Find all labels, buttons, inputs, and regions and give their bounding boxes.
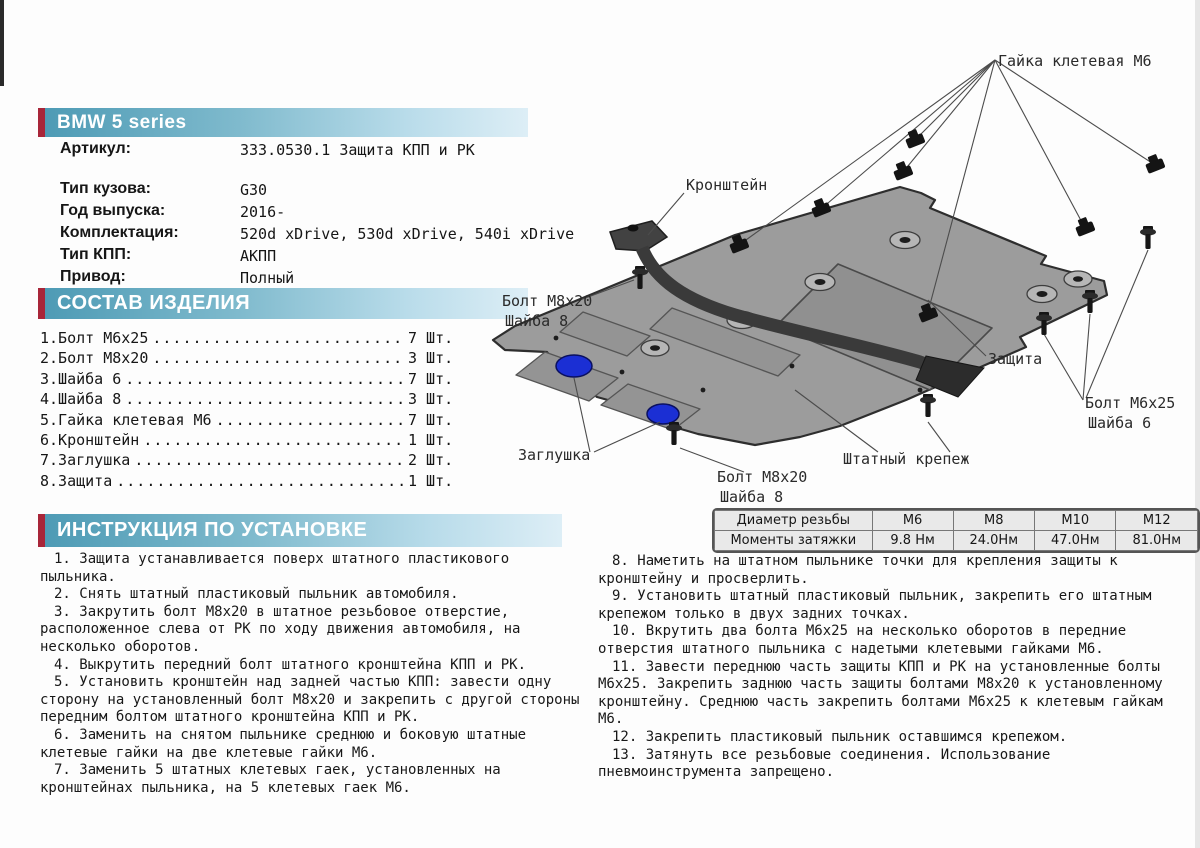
- part-name: 4.Шайба 8: [40, 390, 122, 409]
- table-cell: М6: [872, 511, 953, 531]
- band-red-bar: [38, 108, 45, 137]
- part-name: 7.Заглушка: [40, 451, 131, 470]
- instruction-step: 4. Выкрутить передний болт штатного кронштейна КПП и РК.: [54, 656, 527, 673]
- part-qty: 3 Шт.: [408, 390, 454, 409]
- instruction-step: 13. Затянуть все резьбовые соединения. Использование пневмоинструмента запрещено.: [598, 746, 1051, 781]
- dot-leader: [125, 390, 404, 408]
- table-cell: 81.0Нм: [1116, 531, 1198, 551]
- instruction-step: 12. Закрепить пластиковый пыльник оставшимся крепежом.: [612, 728, 1068, 745]
- instruction-step: 2. Снять штатный пластиковый пыльник автомобиля.: [54, 586, 459, 603]
- table-cell: 9.8 Нм: [872, 531, 953, 551]
- field-value: 2016-: [240, 203, 286, 221]
- scan-edge-artifact: [0, 0, 4, 86]
- label-stock-fastener: Штатный крепеж: [843, 450, 970, 468]
- instructions-left-column: [40, 551, 588, 797]
- field-body-type: [60, 180, 267, 199]
- label-plug: Заглушка: [518, 446, 591, 464]
- instructions-header-band: [38, 514, 562, 547]
- instruction-step: 9. Установить штатный пластиковый пыльник, закрепить его штатным крепежом только в двух задних точках.: [598, 588, 1152, 622]
- parts-list-item: [40, 390, 464, 410]
- bracket-bolt-icon: [628, 225, 639, 232]
- field-value: 520d xDrive, 530d xDrive, 540i xDrive: [240, 225, 575, 243]
- parts-list-item: [40, 370, 464, 390]
- instruction-step: 11. Завести переднюю часть защиты КПП и РК на установленные болты М6х25. Закрепить заднюю часть защиты болтами М8х20 к установленному кронштейну. Среднюю часть закрепить болтами М6х25 к клетевым гайкам М6.: [598, 658, 1163, 728]
- field-label: Тип КПП:: [60, 246, 132, 263]
- parts-list-item: [40, 451, 464, 471]
- parts-list-item: [40, 411, 464, 431]
- dot-leader: [125, 370, 404, 388]
- field-label: Артикул:: [60, 140, 131, 157]
- instructions-right-column: [598, 553, 1170, 782]
- brand-header-band: [38, 108, 528, 137]
- table-header-cell: Диаметр резьбы: [715, 511, 873, 531]
- instruction-step: 8. Наметить на штатном пыльнике точки для крепления защиты к кронштейну и просверлить.: [598, 553, 1118, 587]
- dot-leader: [134, 451, 404, 469]
- composition-title: СОСТАВ ИЗДЕЛИЯ: [45, 288, 528, 319]
- instruction-step: 3. Закрутить болт М8х20 в штатное резьбовое отверстие, расположенное слева от РК по ходу движения автомобиля, на несколько оборотов.: [40, 603, 521, 655]
- part-qty: 3 Шт.: [408, 349, 454, 368]
- table-row: [715, 511, 1198, 531]
- field-value: G30: [240, 181, 268, 199]
- parts-list-item: [40, 472, 464, 492]
- skid-plate-diagram: [488, 25, 1200, 507]
- dot-leader: [143, 431, 404, 449]
- band-red-bar: [38, 514, 45, 547]
- dot-leader: [152, 329, 404, 347]
- dot-leader: [216, 411, 404, 429]
- part-qty: 1 Шт.: [408, 430, 454, 449]
- parts-list: [40, 329, 464, 492]
- part-name: 5.Гайка клетевая М6: [40, 410, 212, 429]
- table-cell: М10: [1035, 511, 1116, 531]
- label-bolt-m6: Болт М6х25: [1085, 394, 1176, 412]
- part-name: 6.Кронштейн: [40, 430, 140, 449]
- parts-list-item: [40, 431, 464, 451]
- part-qty: 2 Шт.: [408, 451, 454, 470]
- field-label: Комплектация:: [60, 224, 179, 241]
- parts-list-item: [40, 329, 464, 349]
- field-year: [60, 202, 285, 221]
- instructions-title: ИНСТРУКЦИЯ ПО УСТАНОВКЕ: [45, 514, 562, 547]
- part-name: 8.Защита: [40, 471, 113, 490]
- part-qty: 1 Шт.: [408, 471, 454, 490]
- label-bolt-m8-bottom: Болт М8х20: [717, 468, 808, 486]
- instruction-step: 6. Заменить на снятом пыльнике среднюю и боковую штатные клетевые гайки на две клетевые гайки М6.: [40, 726, 527, 761]
- field-drive: [60, 268, 294, 287]
- table-cell: 24.0Нм: [953, 531, 1034, 551]
- field-artikul: [60, 140, 475, 159]
- field-label: Тип кузова:: [60, 180, 151, 197]
- label-cage-nut: Гайка клетевая М6: [998, 52, 1152, 70]
- label-bracket: Кронштейн: [686, 176, 768, 194]
- parts-list-item: [40, 349, 464, 369]
- field-label: Год выпуска:: [60, 202, 166, 219]
- part-qty: 7 Шт.: [408, 410, 454, 429]
- part-name: 1.Болт М6х25: [40, 329, 149, 347]
- label-washer8-bottom: Шайба 8: [720, 488, 784, 506]
- label-bolt-m8-left: Болт М8х20: [502, 292, 593, 310]
- field-label: Привод:: [60, 268, 126, 285]
- part-qty: 7 Шт.: [408, 369, 454, 388]
- dot-leader: [152, 349, 404, 367]
- table-header-cell: Моменты затяжки: [715, 531, 873, 551]
- table-cell: М8: [953, 511, 1034, 531]
- table-cell: 47.0Нм: [1035, 531, 1116, 551]
- instruction-step: 1. Защита устанавливается поверх штатного пластикового пыльника.: [40, 551, 510, 585]
- part-name: 2.Болт М8х20: [40, 349, 149, 368]
- table-row: [715, 531, 1198, 551]
- band-red-bar: [38, 288, 45, 319]
- field-value: 333.0530.1 Защита КПП и РК: [240, 141, 475, 159]
- brand-title: BMW 5 series: [45, 108, 528, 137]
- field-value: АКПП: [240, 247, 277, 265]
- guard-plate: [493, 187, 1107, 445]
- torque-table: [712, 508, 1200, 553]
- label-washer8-left: Шайба 8: [505, 312, 569, 330]
- field-gearbox: [60, 246, 276, 265]
- composition-header-band: [38, 288, 528, 319]
- part-qty: 7 Шт.: [408, 329, 454, 347]
- label-guard: Защита: [988, 350, 1043, 368]
- plug-right: [647, 404, 679, 424]
- plug-left: [556, 355, 592, 377]
- field-value: Полный: [240, 269, 295, 287]
- instruction-step: 5. Установить кронштейн над задней частью КПП: завести одну сторону на установленный болт М8х20 и закрепить с другой стороны передним болтом штатного кронштейна КПП и РК.: [40, 674, 580, 726]
- instruction-step: 10. Вкрутить два болта М6х25 на несколько оборотов в передние отверстия штатного пыльника с надетыми клетевыми гайками М6.: [598, 623, 1127, 657]
- part-name: 3.Шайба 6: [40, 369, 122, 388]
- label-washer6: Шайба 6: [1088, 414, 1152, 432]
- instruction-step: 7. Заменить 5 штатных клетевых гаек, установленных на кронштейнах пыльника, на 5 клетевых гаек М6.: [40, 762, 501, 796]
- table-cell: М12: [1116, 511, 1198, 531]
- dot-leader: [116, 472, 404, 490]
